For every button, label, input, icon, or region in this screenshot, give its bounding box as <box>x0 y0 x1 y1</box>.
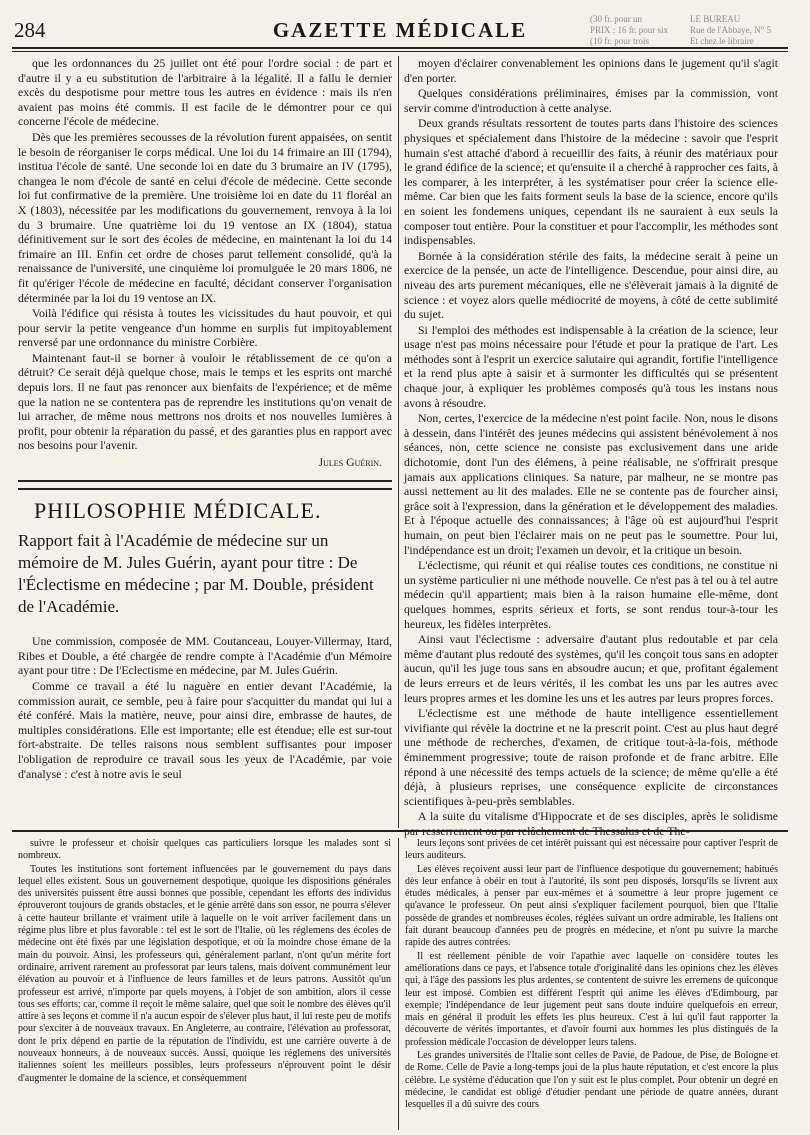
paragraph: Deux grands résultats ressortent de toutes parts dans l'histoire des sciences physiques et spécialement dans l'histoire de la médecine : savoir que l'esprit humain s'est attaché d'abord à recueillir des faits, à réunir des matériaux pour le grand édifice de la science; et qu'ensuite il a cherché à rapprocher ces faits, à les comparer, à les interpréter, à les systématiser pour créer la science elle-même. Car bien que les faits forment seuls la base de la science, encore qu'ils en soient les fondemens uniques, cependant ils ne sauraient à eux seuls la composer tout entière. Pour la constituer et pour l'accomplir, les méthodes sont indispensables. <box>404 116 778 248</box>
price-line: (10 fr. pour trois <box>590 36 649 46</box>
footnote-paragraph: Les grandes universités de l'Italie sont celles de Pavie, de Padoue, de Pise, de Bologne et de Rome. Celle de Pavie a long-temps joui de la plus haute réputation, et c'est encore la plus célèbre. Le système d'éducation que l'on y suit est le plus complet. Pour obtenir un degré en médecine, le candidat est obligé d'étudier pendant une période de quatre années, durant lesquelles il a dû suivre des cours <box>405 1050 778 1111</box>
paragraph: moyen d'éclairer convenablement les opinions dans le jugement qu'il s'agit d'en porter. <box>404 56 778 85</box>
address-line: Rue de l'Abbaye, N° 5 <box>690 25 771 35</box>
page-number: 284 <box>14 18 46 42</box>
footnote-column-divider <box>398 838 399 1130</box>
paragraph: Si l'emploi des méthodes est indispensable à la création de la science, leur usage n'est pas moins nécessaire pour l'étude et pour la pratique de l'art. Les méthodes sont à l'esprit un exercice salutaire qui agrandit, fortifie l'intelligence et la rend plus apte à saisir et à surmonter les difficultés qui se présentent chaque jour, à expliquer les problèmes composés qu'à tous les instans nous avons à résoudre. <box>404 322 778 410</box>
footnote-column-right <box>405 838 778 1128</box>
paragraph: Dès que les premières secousses de la révolution furent appaisées, on sentit le besoin de réorganiser le corps médical. Une loi du 14 frimaire an III (1794), institua l'école de santé. Une seconde loi en date du 3 brumaire an IV (1795), changea le nom d'école de santé en celui d'école de médecine. Cette seconde loi fut confirmative de la première. Une troisième loi en date du 11 floréal an X (1803), nécessitée par les modifications du gouvernement, renvoya à la loi du 3 brumaire. Une quatrième loi du 19 ventose an IX (1804), statua définitivement sur le sort des écoles de médecine, en maintenant la loi du 14 frimaire an III. Enfin cet ordre de choses parut tellement consolidé, qu'à la renaissance de l'université, une cinquième loi promulguée le 20 mars 1806, ne fit qu'ériger l'école de médecine en faculté, décidant conserver l'organisation déterminée par la loi du 19 ventose an IX. <box>18 129 392 305</box>
section-divider <box>18 480 392 490</box>
header-rule <box>12 47 788 49</box>
paragraph: L'éclectisme, qui réunit et qui réalise toutes ces conditions, ne constitue ni un système particulier ni une méthode nouvelle. Ce n'est pas à tel ou à tel autre médecin qu'il appartient; mais bien à la raison humaine elle-même, dont quelques hommes, esprits sérieux et forts, se sont rendus tour-à-tour les heureux, les fidèles interprètes. <box>404 558 778 631</box>
footnote-paragraph: leurs leçons sont privées de cet intérêt puissant qui est nécessaire pour captiver l'esprit de leurs auditeurs. <box>405 838 778 862</box>
paragraph: Une commission, composée de MM. Coutanceau, Louyer-Villermay, Itard, Ribes et Double, a été chargée de rendre compte à l'Académie d'un Mémoire ayant pour titre : De l'Eclectisme en médecine, par M. Jules Guérin. <box>18 634 392 678</box>
footnote-paragraph: Il est réellement pénible de voir l'apathie avec laquelle on considère toutes les améliorations dans ce pays, et l'absence totale d'originalité dans les opinions chez les élèves qui, à l'âge des passions les plus ardentes, se contentent de suivre les erremens de quiconque leur est imposé. Combien est différent l'esprit qui anime les élèves d'Edimbourg, par exemple; l'indépendance de leur jugement peut sans doute induire quelquefois en erreur, mais en général il produit les effets les plus heureux. C'est à lui qu'il faut rapporter la découverte de vérités importantes, et d'avoir fourni aux hommes les plus distingués de la profession médicale l'occasion de développer leurs talens. <box>405 950 778 1048</box>
right-column <box>404 56 778 826</box>
section-title: PHILOSOPHIE MÉDICALE. <box>34 497 322 523</box>
address-line: Et chez le libraire <box>690 36 754 46</box>
paragraph: Bornée à la considération stérile des faits, la médecine serait à peine un exercice de la pensée, un acte de l'intelligence. Descendue, pour ainsi dire, au niveau des arts purement mécaniques, elle ne s'élèverait jamais à la dignité de science : et voyez alors quelle médiocrité de moyens, à côté de cette sublimité du sujet. <box>404 248 778 322</box>
paragraph: Voilà l'édifice qui résista à toutes les vicissitudes du haut pouvoir, et qui pour servir la petite vengeance d'un homme en surplis fut impitoyablement renversé par une ordonnance du ministre Corbière. <box>18 306 392 350</box>
paragraph: Non, certes, l'exercice de la médecine n'est point facile. Non, nous le disons à dessein, dans l'intérêt des jeunes médecins qui assistent bénévolement à nos séances, non, cette science ne consiste pas exclusivement dans une aride dichotomie, dont l'un des élémens, à peine réalisable, ne s'offrirait presque jamais aux applications cliniques. Sa nature, par malheur, ne se montre pas aussi nettement au lit des malades. Elle ne se contente pas de fourcher ainsi, grâce soit à l'expression, dans la génération et le développement des maladies. Et à l'époque actuelle des connaissances; à l'âge où est aujourd'hui l'esprit humain, on peut bien l'éclairer mais on ne peut pas le soumettre. Pour lui, l'indépendance est un droit; l'examen un devoir, et la critique un besoin. <box>404 411 778 557</box>
footnote-paragraph: Toutes les institutions sont fortement influencées par le gouvernement du pays dans lequel elles existent. Sous un gouvernement despotique, quoique les dispositions générales des universités puissent être aussi bonnes que possible, cependant les efforts des individus éprouveront toujours de grands obstacles, et le génie arrêté dans son essor, ne pourra s'élever à cette hauteur brillante et vraiment utile à laquelle on le voit arriver facilement dans un régime plus libre et plus favorable : tel est le sort de l'Italie, où les réglemens des écoles de médecine ont été fixés par une législation despotique, et où la moindre chose émane de la main du pouvoir. Ainsi, les professeurs qui, généralement parlant, n'ont qu'un mérite fort ordinaire, arrivent rarement au professorat par leurs talens, mais doivent communément leur élévation au pouvoir et à l'influence de leurs familles et de leurs patrons. Aussitôt qu'un professeur est arrivé, n'importe par quels moyens, à l'objet de son ambition, alors il cesse tous ses efforts; car, comme il reçoit le même salaire, quel que soit le nombre des élèves qu'il attire à ses leçons et comme il n'a aucun espoir de s'élever plus haut, il lui reste peu de motifs pour s'exciter à de nouveaux travaux. En Angleterre, au contraire, l'élévation au professorat, dont le prix dépend en partie de la réputation de l'individu, est une carrière ouverte à de nouveaux honneurs, à de nouveaux succès. Aussi, quoique les réglemens des universités italiennes soient les meilleurs possibles, leurs professeurs n'éprouvent point le désir d'augmenter le domaine de la science, et conséquemment <box>18 863 391 1084</box>
price-line: (30 fr. pour un <box>590 14 642 24</box>
footnote-paragraph: Les élèves reçoivent aussi leur part de l'influence despotique du gouvernement; habitués dès leur enfance à obéir en tout à l'autorité, ils sont peu disposés, lorsqu'ils se livrent aux études médicales, à penser par eux-mêmes et à soumettre à leur propre jugement ce qu'avance le professeur. On peut ainsi s'expliquer facilement pourquoi, bien que l'Italie possède de grandes et nombreuses écoles, réglées suivant un ordre admirable, les Italiens ont fait durant beaucoup d'années peu de progrès en médecine, et n'ont pu suivre la marche rapide des autres contrées. <box>405 863 778 949</box>
paragraph: Maintenant faut-il se borner à vouloir le rétablissement de ce qu'on a détruit? Ce serait déjà quelque chose, mais le temps et les esprits ont marché depuis lors. Il ne faut pas renoncer aux bienfaits de l'expérience; et de même que la nation ne se contentera pas de reprendre les institutions qu'on venait de lui arracher, de même nous mettrons nos droits et nos nouvelles lumières à profit, pour obtenir la réparation du passé, et des garanties plus en rapport avec nos besoins pour l'avenir. <box>18 350 392 453</box>
paragraph: que les ordonnances du 25 juillet ont été pour l'ordre social : de part et d'autre il y a eu substitution de l'arbitraire à la légalité. Il a fallu le dernier excès du despotisme pour mettre tous les autres en évidence : mais ils n'en avaient pas moins été commis. Il est facile de le démontrer pour ce qui concerne l'école de médecine. <box>18 56 392 129</box>
footnote-column-left <box>18 838 391 1128</box>
paragraph: Ainsi vaut l'éclectisme : adversaire d'autant plus redoutable et par cela même d'autant plus redouté des systèmes, qu'il les conçoit tous sans en adopter aucun, qu'il les juge tous sans en absoudre aucun; et que, profitant également de leurs erreurs et de leurs vérités, il les combat les uns par les autres avec leurs propres armes et les domine les uns et les autres par leurs propres forces. <box>404 632 778 705</box>
header-rule-thin <box>12 51 788 52</box>
paragraph: Quelques considérations préliminaires, émises par la commission, vont servir comme d'introduction à cette analyse. <box>404 86 778 115</box>
paragraph: L'éclectisme est une méthode de haute intelligence essentiellement vivifiante qui révèle la doctrine et ne la prescrit point. C'est au plus haut degré une méthode de recherches, d'examen, de critique tout-à-la-fois, méthode éminemment progressive; toute de raison profonde et de franc arbitre. Elle répond à une nécessité des temps actuels de la science; de même qu'elle a été déjà, à plusieurs reprises, une conséquence explicite de circonstances scientifiques à-peu-près semblables. <box>404 706 778 808</box>
footnote-paragraph: suivre le professeur et choisir quelques cas particuliers lorsque les malades sont si nombreux. <box>18 838 391 862</box>
journal-title: GAZETTE MÉDICALE <box>272 18 528 42</box>
address-line: LE BUREAU <box>690 14 741 24</box>
left-column <box>18 56 392 826</box>
author-signature: Jules Guérin. <box>318 455 382 470</box>
price-line: PRIX : 16 fr. pour six <box>590 25 669 35</box>
report-title: Rapport fait à l'Académie de médecine sur un mémoire de M. Jules Guérin, ayant pour titre : De l'Éclectisme en médecine ; par M. Double, président de l'Académie. <box>18 531 374 617</box>
footnote-rule <box>12 830 788 832</box>
column-divider <box>398 56 399 828</box>
paragraph: A la suite du vitalisme d'Hippocrate et de ses disciples, après le solidisme <box>418 809 778 824</box>
paragraph: Comme ce travail a été lu naguère en entier devant l'Académie, la commission aurait, ce semble, peu à faire pour s'acquitter du mandat qui lui a été conféré. Mais la matière, neuve, pour ainsi dire, embrasse de hautes, de multiples considérations. Elle est importante; elle est étendue; elle est sur-tout fort-abstraite. De telles raisons nous semblent suffisantes pour imposer l'obligation de reproduire ce travail sous les yeux de l'Académie, par voie d'analyse : c'est à notre avis le seul <box>18 679 392 781</box>
office-address <box>690 14 810 47</box>
